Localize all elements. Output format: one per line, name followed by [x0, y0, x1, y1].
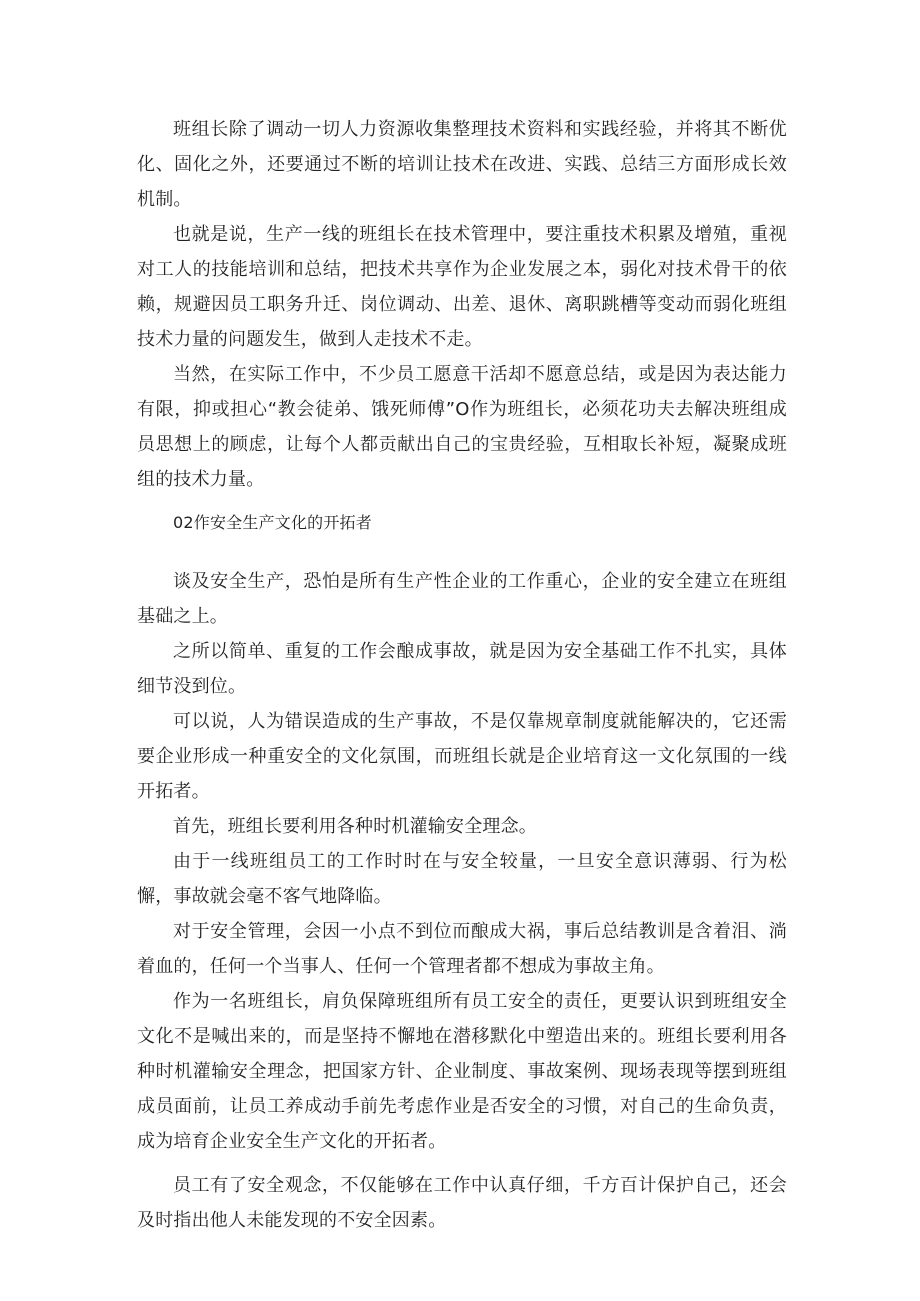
paragraph: 之所以简单、重复的工作会酿成事故，就是因为安全基础工作不扎实，具体细节没到位。: [137, 641, 787, 697]
paragraph: 首先，班组长要利用各种时机灌输安全理念。: [173, 816, 537, 837]
final-paragraph: 员工有了安全观念，不仅能够在工作中认真仔细，千方百计保护自己，还会及时指出他人未能发现的不安全因素。: [137, 1175, 787, 1231]
paragraph: 也就是说，生产一线的班组长在技术管理中，要注重技术积累及增殖，重视对工人的技能培训和总结，把技术共享作为企业发展之本，弱化对技术骨干的依赖，规避因员工职务升迁、岗位调动、出差、退休、离职跳槽等变动而弱化班组技术力量的问题发生，做到人走技术不走。: [137, 224, 787, 350]
section-heading: 02作安全生产文化的开拓者: [173, 513, 372, 532]
paragraph: 谈及安全生产，恐怕是所有生产性企业的工作重心，企业的安全建立在班组基础之上。: [137, 571, 787, 627]
paragraph: 班组长除了调动一切人力资源收集整理技术资料和实践经验，并将其不断优化、固化之外，还要通过不断的培训让技术在改进、实践、总结三方面形成长效机制。: [137, 119, 787, 210]
paragraph: 当然，在实际工作中，不少员工愿意干活却不愿意总结，或是因为表达能力有限，抑或担心“教会徒弟、饿死师傅”O作为班组长，必须花功夫去解决班组成员思想上的顾虑，让每个人都贡献出自己的宝贵经验，互相取长补短，凝聚成班组的技术力量。: [137, 364, 787, 490]
paragraph: 对于安全管理，会因一小点不到位而酿成大祸，事后总结教训是含着泪、淌着血的，任何一个当事人、任何一个管理者都不想成为事故主角。: [137, 921, 787, 977]
paragraph: 可以说，人为错误造成的生产事故，不是仅靠规章制度就能解决的，它还需要企业形成一种重安全的文化氛围，而班组长就是企业培育这一文化氛围的一线开拓者。: [137, 711, 787, 802]
paragraph: 作为一名班组长，肩负保障班组所有员工安全的责任，更要认识到班组安全文化不是喊出来的，而是坚持不懈地在潜移默化中塑造出来的。班组长要利用各种时机灌输安全理念，把国家方针、企业制度、事故案例、现场表现等摆到班组成员面前，让员工养成动手前先考虑作业是否安全的习惯，对自己的生命负责，成为培育企业安全生产文化的开拓者。: [137, 991, 787, 1152]
paragraph: 由于一线班组员工的工作时时在与安全较量，一旦安全意识薄弱、行为松懈，事故就会毫不客气地降临。: [137, 851, 787, 907]
document-body: [137, 112, 787, 1238]
